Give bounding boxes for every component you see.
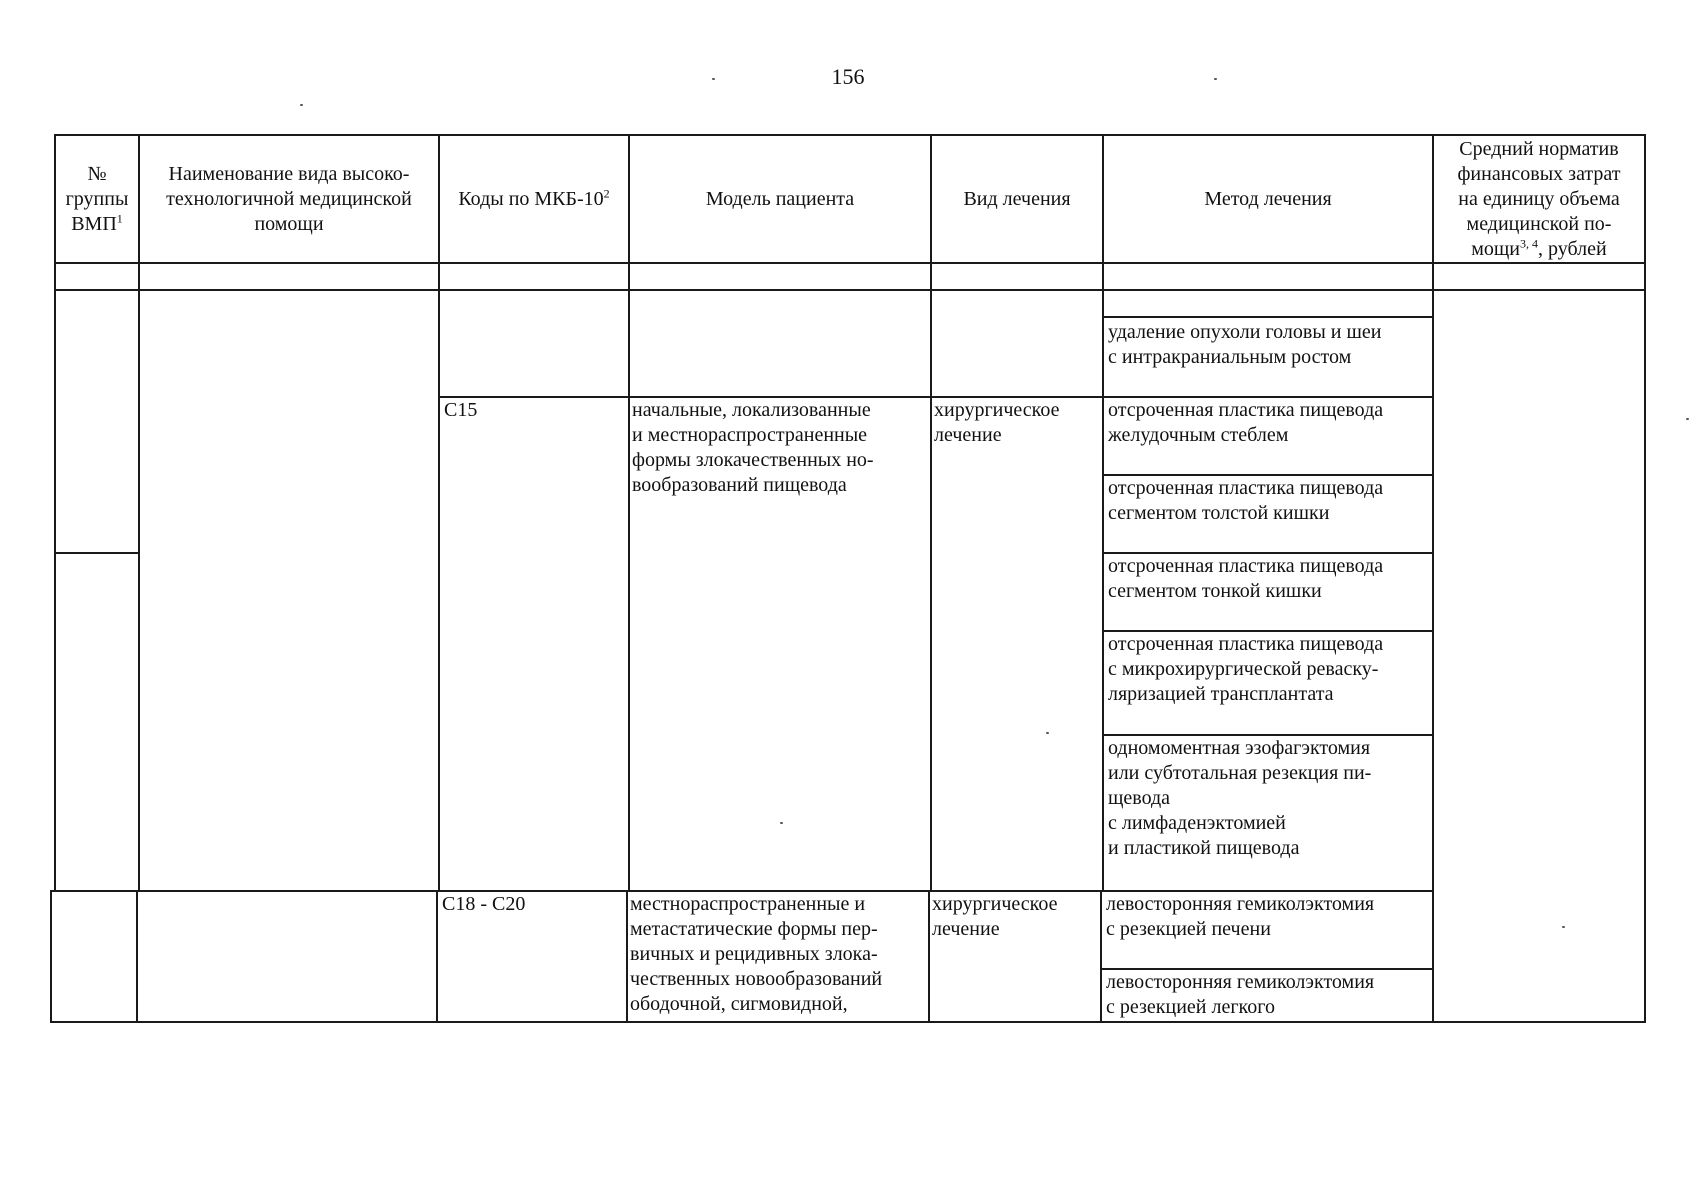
- footnote-mark: 3, 4: [1520, 235, 1539, 250]
- rule: [1432, 134, 1434, 1023]
- method-c15-2: отсроченная пластика пищевода сегментом толстой кишки: [1108, 477, 1384, 524]
- method-c15-1: отсроченная пластика пищевода желудочным стеблем: [1108, 399, 1384, 446]
- treatment-type-c15: хирургическое лечение: [934, 399, 1060, 446]
- rule: [136, 890, 138, 1023]
- header-group-number-text: № группы ВМП: [65, 162, 129, 235]
- header-icd-codes: [440, 136, 628, 262]
- icd-code-c15: C15: [444, 399, 478, 421]
- header-treatment-method-text: Метод лечения: [1204, 187, 1332, 210]
- header-group-number: [56, 136, 138, 262]
- header-patient-model: [630, 136, 930, 262]
- method-c18-2: левосторонняя гемиколэктомия с резекцией легкого: [1106, 971, 1375, 1018]
- rule: [1102, 316, 1432, 318]
- header-cost-standard-unit: , рублей: [1538, 237, 1607, 260]
- header-treatment-method: [1104, 136, 1432, 262]
- footnote-mark: 1: [116, 210, 123, 225]
- patient-model-c15: начальные, локализованные и местнораспространенные формы злокачественных но- вообразований пищевода: [632, 399, 874, 496]
- rule: [54, 289, 1646, 291]
- header-cost-standard: [1434, 136, 1644, 262]
- rule: [54, 552, 138, 554]
- header-treatment-type-text: Вид лечения: [963, 187, 1071, 210]
- rule: [1100, 890, 1102, 1023]
- treatment-type-c18-c20: хирургическое лечение: [932, 893, 1058, 940]
- header-patient-model-text: Модель пациента: [705, 187, 855, 210]
- patient-model-c18-c20: местнораспространенные и метастатические формы пер- вичных и рецидивных злока- чественных новообразований ободочной, сигмовидной,: [630, 893, 883, 1015]
- header-cost-standard-text: Средний норматив финансовых затрат на единицу объема медицинской по- мощи: [1457, 137, 1621, 260]
- rule: [50, 890, 52, 1023]
- rule: [626, 890, 628, 1023]
- method-head-neck: удаление опухоли головы и шеи с интракраниальным ростом: [1108, 321, 1382, 368]
- rule: [50, 1021, 1646, 1023]
- method-c15-4: отсроченная пластика пищевода с микрохирургической реваску- ляризацией трансплантата: [1108, 633, 1384, 705]
- header-icd-codes-text: Коды по МКБ-10: [458, 187, 604, 210]
- rule: [928, 890, 930, 1023]
- icd-code-c18-c20: C18 - C20: [442, 893, 526, 915]
- header-care-type: [140, 136, 438, 262]
- rule: [436, 890, 438, 1023]
- page-number: 156: [831, 64, 865, 89]
- footnote-mark: 2: [603, 185, 610, 200]
- rule: [1644, 134, 1646, 1023]
- method-c18-1: левосторонняя гемиколэктомия с резекцией печени: [1106, 893, 1375, 940]
- header-care-type-text: Наименование вида высоко- технологичной медицинской помощи: [166, 162, 412, 235]
- method-c15-5: одномоментная эзофагэктомия или субтотальная резекция пи- щевода с лимфаденэктомией и пластикой пищевода: [1108, 737, 1372, 859]
- method-c15-3: отсроченная пластика пищевода сегментом тонкой кишки: [1108, 555, 1384, 602]
- rule: [54, 262, 1646, 264]
- header-treatment-type: [932, 136, 1102, 262]
